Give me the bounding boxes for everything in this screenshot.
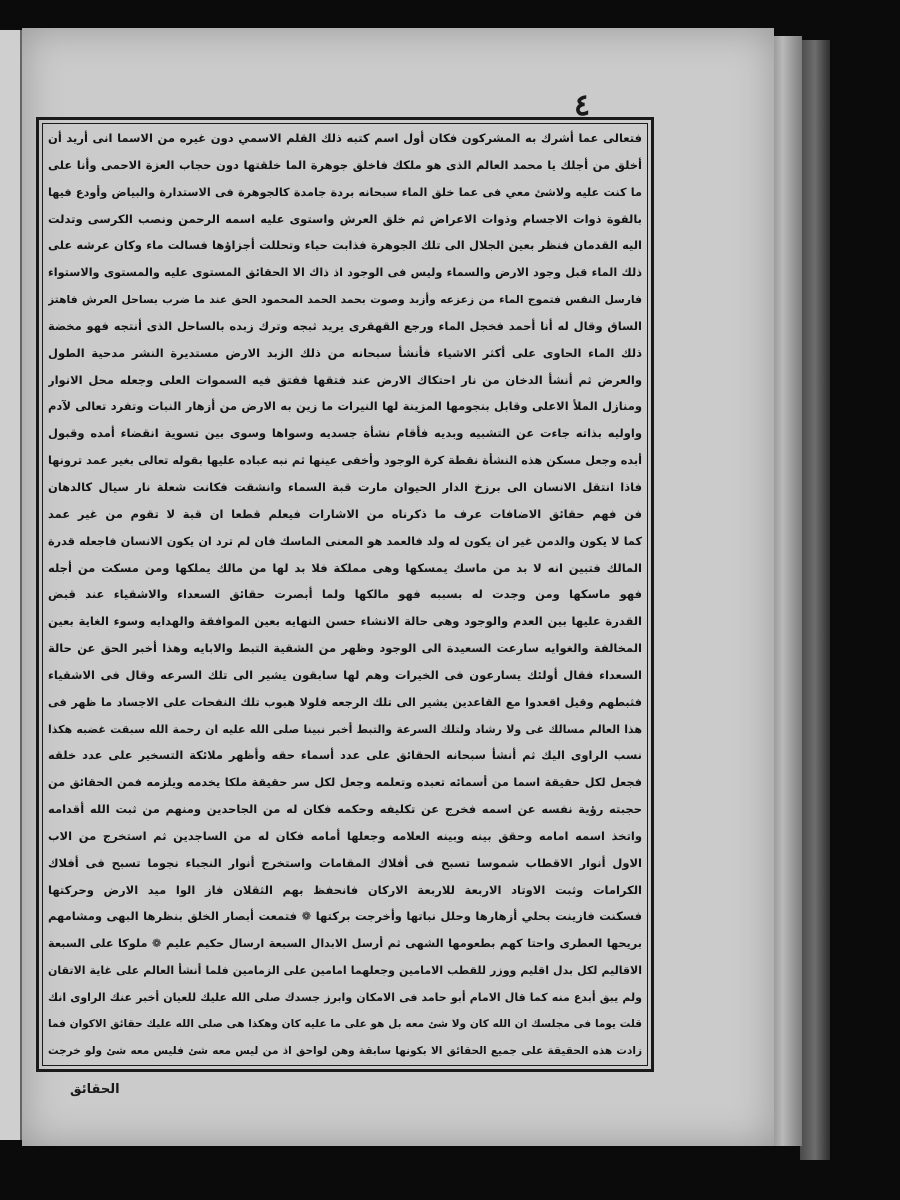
- text-line: المالك فتبين انه لا بد من ماسك يمسكها وهى مملكة فلا بد لها من مالك يملكها ومن مسكت من أجله: [48, 560, 642, 575]
- text-line: واتخذ اسمه امامه وحقق بينه وبينه العلامه وجعلها أمامه فكان له من الساجدين ثم استخرج من الاب: [48, 828, 642, 843]
- text-line: والعرض ثم أنشأ الدخان من نار احتكاك الارض عند فتقها ففتق فيه السموات العلى وجعله محل الانوار: [48, 372, 642, 387]
- text-line: فارسل النفس فتموج الماء من زعزعه وأزبد وصوت بحمد الحمد المحمود الحق عند ما ضرب بساحل العرش فاهتز: [48, 293, 642, 307]
- catchword: الحقائق: [70, 1082, 120, 1097]
- text-line: ذلك الماء قبل وجود الارض والسماء وليس فى الوجود اذ ذاك الا الحقائق المستوى عليه والمستوى والاستواء: [48, 266, 642, 280]
- text-line: القدرة عليها بين العدم والوجود وهى حالة الانشاء حسن النهايه بعين الموافقة والهدايه وسوء الغاية بعين: [48, 614, 642, 629]
- text-line: ما كنت عليه ولاشئ معي فى عما خلق الماء سبحانه بردة جامدة كالجوهرة فى الاستدارة والبياض وأودع فيها: [48, 185, 642, 199]
- text-line: فاذا انتقل الانسان الى برزخ الدار الحيوان مارت قبة السماء وانشقت فكانت شعلة نار سيال كالدهان: [48, 479, 642, 494]
- text-line: ذلك الماء الحاوى على أكثر الاشياء فأنشأ سبحانه من ذلك الزبد الارض مستديرة النشر مدحية الطول: [48, 345, 642, 360]
- text-line: اليه القدمان فنظر بعين الجلال الى تلك الجوهرة فذابت حياء وتحللت أجزاؤها فسالت ماء وكان عرشه على: [48, 238, 642, 253]
- text-line: فن فهم حقائق الاضافات عرف ما ذكرناه من الاشارات فيعلم قطعا ان قبة لا تقوم من غير عمد: [48, 506, 642, 521]
- text-line: نسب الراوى اليك ثم أنشأ سبحانه الحقائق على عدد أسماء حقه وأظهر ملائكة التسخير على عدد خلقه: [48, 748, 642, 763]
- text-line: الساق وقال له أنا أحمد فخجل الماء ورجع القهقرى يريد ثبجه وترك زبده بالساحل الذى أنتجه فهو مخضة: [48, 318, 642, 333]
- text-line: فثبطهم وقيل اقعدوا مع القاعدين يشير الى تلك الرجعه فلولا هبوب تلك النفحات على الاجساد ما ظهر فى: [48, 695, 642, 709]
- text-line: السعداء فقال أولئك يسارعون فى الخيرات وهم لها سابقون يشير الى تلك السرعه وقال فى الاشقياء: [48, 667, 642, 682]
- text-line: بالقوة ذوات الاجسام وذوات الاعراض ثم خلق العرش واستوى عليه اسمه الرحمن ونصب الكرسى وتدلت: [48, 211, 642, 226]
- page-number: ٤: [573, 88, 591, 123]
- text-line: أخلق من أجلك يا محمد العالم الذى هو ملكك فاخلق جوهرة الما خلقتها دون حجاب العزة الاحمى وأنا على: [48, 157, 642, 172]
- text-line: كما لا يكون والدمن غير ان يكون له ولد فالعمد هو المعنى الماسك فان لم ترد ان يكون الانسان فاجعله قدرة: [48, 534, 642, 548]
- text-line: الاقاليم لكل بدل اقليم ووزر للقطب الامامين وجعلهما امامين على الزمامين فلما أنشأ العالم على غاية الاتقان: [48, 964, 642, 978]
- facing-page-edge: [0, 30, 22, 1140]
- text-line: فسكنت فازينت بحلي أزهارها وحلل نباتها وأخرجت بركتها ❁ فتمعت أبصار الخلق بنظرها البهى ومشامهم: [48, 909, 642, 924]
- text-line: قلت يوما فى مجلسك ان الله كان ولا شئ معه بل هو على ما عليه كان وهكذا هى صلى الله عليك حقائق الاكوان فما: [48, 1017, 642, 1030]
- text-line: فجعل لكل حقيقة اسما من أسمائه تعبده وتعلمه وجعل لكل سر حقيقة ملكا يخدمه ويلزمه فمن الحقائق من: [48, 776, 642, 790]
- text-line: الاول أنوار الاقطاب شموسا تسبح فى أفلاك المقامات واستخرج أنوار النجباء نجوما تسبح فى أفلاك: [48, 855, 642, 870]
- text-line: ومنازل الملأ الاعلى وقابل بنجومها المزينة لها النيرات ما زين به الارض من أزهار النبات وتفرد تعالى لآدم: [48, 399, 642, 414]
- text-line: هذا العالم مسالك غى ولا رشاد ولتلك السرعة والتبط أخبر نبينا صلى الله عليه ان رحمة الله سبقت غضبه هكذا: [48, 722, 642, 736]
- text-block: [48, 128, 642, 1062]
- text-line: فتعالى عما أشرك به المشركون فكان أول اسم كتبه ذلك القلم الاسمي دون غيره من الاسما انى أريد أن: [48, 131, 642, 145]
- text-line: بريحها العطرى واحتا كهم بطعومها الشهى ثم أرسل الابدال السبعة ارسال حكيم عليم ❁ ملوكا على السبعة: [48, 937, 642, 951]
- text-line: الكرامات وثبت الاوتاد الاربعة للاربعة الاركان فانحفظ بهم الثقلان فاز الوا ميد الارض وحركتها: [48, 882, 642, 897]
- page-stack-edge: [770, 36, 802, 1146]
- text-line: زادت هذه الحقيقة على جميع الحقائق الا بكونها سابقة وهن لواحق اذ من ليس معه شئ فليس معه شئ ولو خرجت: [48, 1044, 642, 1057]
- text-line: ولم يبق أبدع منه كما قال الامام أبو حامد فى الامكان وابرز جسدك صلى الله عليك للعيان أخبر عنك الراوى انك: [48, 991, 642, 1004]
- text-line: أبده وجعل مسكن هذه النشأة نقطة كرة الوجود وأخفى عينها ثم نبه عباده عليها بقوله تعالى بغير عمد ترونها: [48, 454, 642, 468]
- text-line: واوليه بذاته جاءت عن التشبيه وبديه فأقام نشأة جسديه وسواها وسوى بين تسوية انقضاء أمده وقبول: [48, 426, 642, 441]
- text-line: حجبته رؤية نفسه عن اسمه فخرج عن تكليفه وحكمه فكان له من الجاحدين ومنهم من ثبت الله أقدامه: [48, 802, 642, 817]
- text-line: المخالفة والغوايه سارعت السعيدة الى الوجود وظهر من الشقية التبط والابايه وهذا أخبر الحق عن حالة: [48, 641, 642, 656]
- text-line: فهو ماسكها ومن وجدت له بسببه فهو مالكها ولما أبصرت حقائق السعداء والاشقياء عند قبض: [48, 587, 642, 602]
- book-cover-edge: [800, 40, 830, 1160]
